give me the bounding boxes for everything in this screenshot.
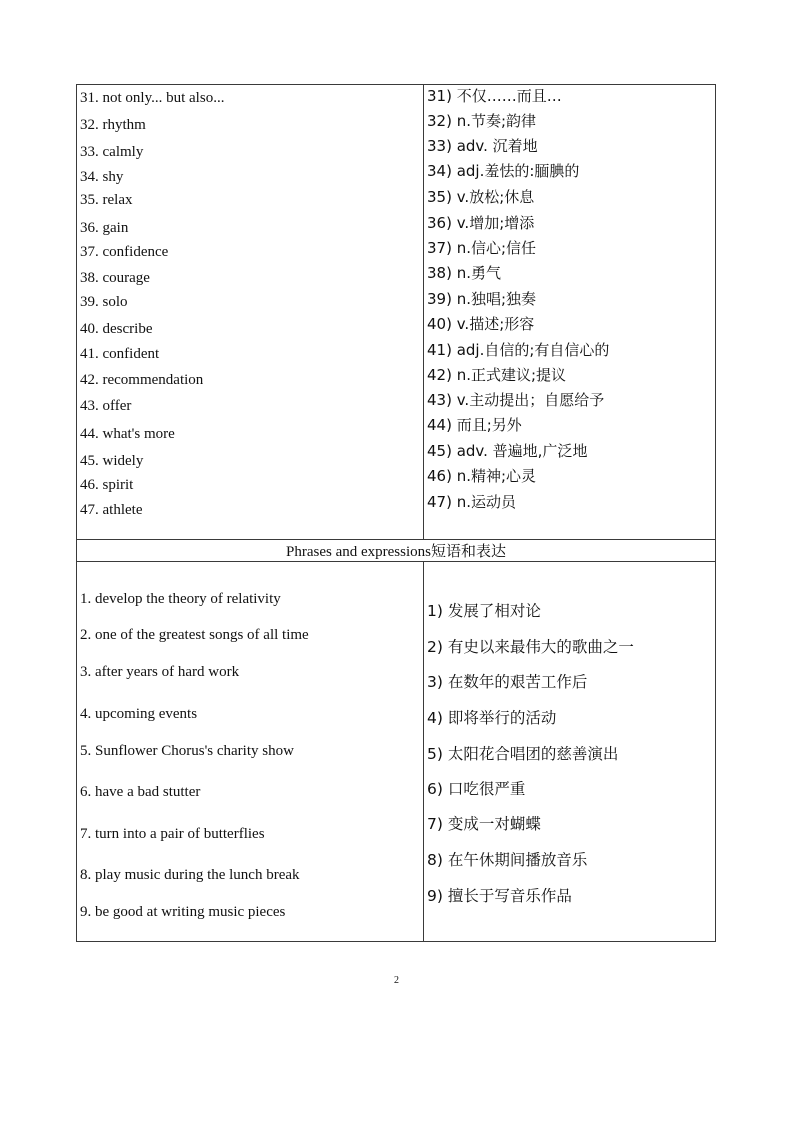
phrase-zh-item: 2) 有史以来最伟大的歌曲之一	[427, 638, 634, 656]
phrase-zh-item: 7) 变成一对蝴蝶	[427, 815, 541, 833]
vocab-zh-item: 38) n.勇气	[427, 264, 501, 282]
vocab-en-item: 31. not only... but also...	[80, 90, 225, 106]
vocab-zh-item: 43) v.主动提出；自愿给予	[427, 391, 605, 409]
table-border-left	[76, 84, 77, 942]
vocab-zh-item: 41) adj.自信的;有自信心的	[427, 341, 610, 359]
vocab-en-item: 37. confidence	[80, 244, 169, 260]
phrase-zh-item: 3) 在数年的艰苦工作后	[427, 673, 588, 691]
table-column-divider-lower	[423, 561, 424, 941]
vocab-en-item: 32. rhythm	[80, 117, 146, 133]
phrase-zh-item: 8) 在午休期间播放音乐	[427, 851, 588, 869]
phrase-en-item: 7. turn into a pair of butterflies	[80, 826, 265, 842]
vocab-en-item: 47. athlete	[80, 502, 143, 518]
vocab-en-item: 40. describe	[80, 321, 153, 337]
vocab-en-item: 39. solo	[80, 294, 128, 310]
vocab-en-item: 36. gain	[80, 220, 129, 236]
table-border-top	[76, 84, 716, 85]
phrase-zh-item: 9) 擅长于写音乐作品	[427, 887, 572, 905]
vocab-en-item: 44. what's more	[80, 426, 175, 442]
vocab-en-item: 35. relax	[80, 192, 133, 208]
section-header-en: Phrases and expressions	[286, 544, 431, 560]
table-divider-header-bottom	[76, 561, 716, 562]
section-header-zh: 短语和表达	[430, 542, 506, 560]
vocab-zh-item: 40) v.描述;形容	[427, 315, 535, 333]
vocab-en-item: 43. offer	[80, 398, 132, 414]
phrase-zh-item: 5) 太阳花合唱团的慈善演出	[427, 745, 619, 763]
vocab-zh-item: 37) n.信心;信任	[427, 239, 537, 257]
section-header	[76, 542, 716, 561]
vocabulary-table	[76, 84, 716, 942]
vocab-en-item: 42. recommendation	[80, 372, 204, 388]
vocab-zh-item: 44) 而且;另外	[427, 416, 522, 434]
vocab-zh-item: 35) v.放松;休息	[427, 188, 535, 206]
phrase-en-item: 5. Sunflower Chorus's charity show	[80, 743, 294, 759]
page-number: 2	[394, 975, 399, 986]
vocab-en-item: 34. shy	[80, 169, 124, 185]
vocab-zh-item: 34) adj.羞怯的:腼腆的	[427, 162, 580, 180]
phrase-en-item: 4. upcoming events	[80, 706, 198, 722]
vocab-zh-item: 45) adv. 普遍地,广泛地	[427, 442, 588, 460]
vocab-zh-item: 33) adv. 沉着地	[427, 137, 538, 155]
vocab-zh-item: 36) v.增加;增添	[427, 214, 535, 232]
vocab-en-item: 33. calmly	[80, 144, 144, 160]
vocab-zh-item: 42) n.正式建议;提议	[427, 366, 567, 384]
phrase-en-item: 1. develop the theory of relativity	[80, 591, 281, 607]
phrase-en-item: 8. play music during the lunch break	[80, 867, 300, 883]
table-column-divider-upper	[423, 84, 424, 539]
phrase-en-item: 6. have a bad stutter	[80, 784, 201, 800]
vocab-zh-item: 32) n.节奏;韵律	[427, 112, 537, 130]
phrase-zh-item: 4) 即将举行的活动	[427, 709, 557, 727]
phrase-zh-item: 1) 发展了相对论	[427, 602, 541, 620]
vocab-zh-item: 46) n.精神;心灵	[427, 467, 537, 485]
vocab-en-item: 38. courage	[80, 270, 150, 286]
phrase-en-item: 2. one of the greatest songs of all time	[80, 627, 309, 643]
vocab-zh-item: 47) n.运动员	[427, 493, 516, 511]
vocab-zh-item: 31) 不仅……而且…	[427, 87, 562, 105]
vocab-en-item: 45. widely	[80, 453, 144, 469]
table-divider-header-top	[76, 539, 716, 540]
table-border-right	[715, 84, 716, 942]
vocab-en-item: 41. confident	[80, 346, 160, 362]
vocab-en-item: 46. spirit	[80, 477, 134, 493]
phrase-en-item: 3. after years of hard work	[80, 664, 240, 680]
vocab-zh-item: 39) n.独唱;独奏	[427, 290, 537, 308]
phrase-zh-item: 6) 口吃很严重	[427, 780, 526, 798]
phrase-en-item: 9. be good at writing music pieces	[80, 904, 286, 920]
table-border-bottom	[76, 941, 716, 942]
